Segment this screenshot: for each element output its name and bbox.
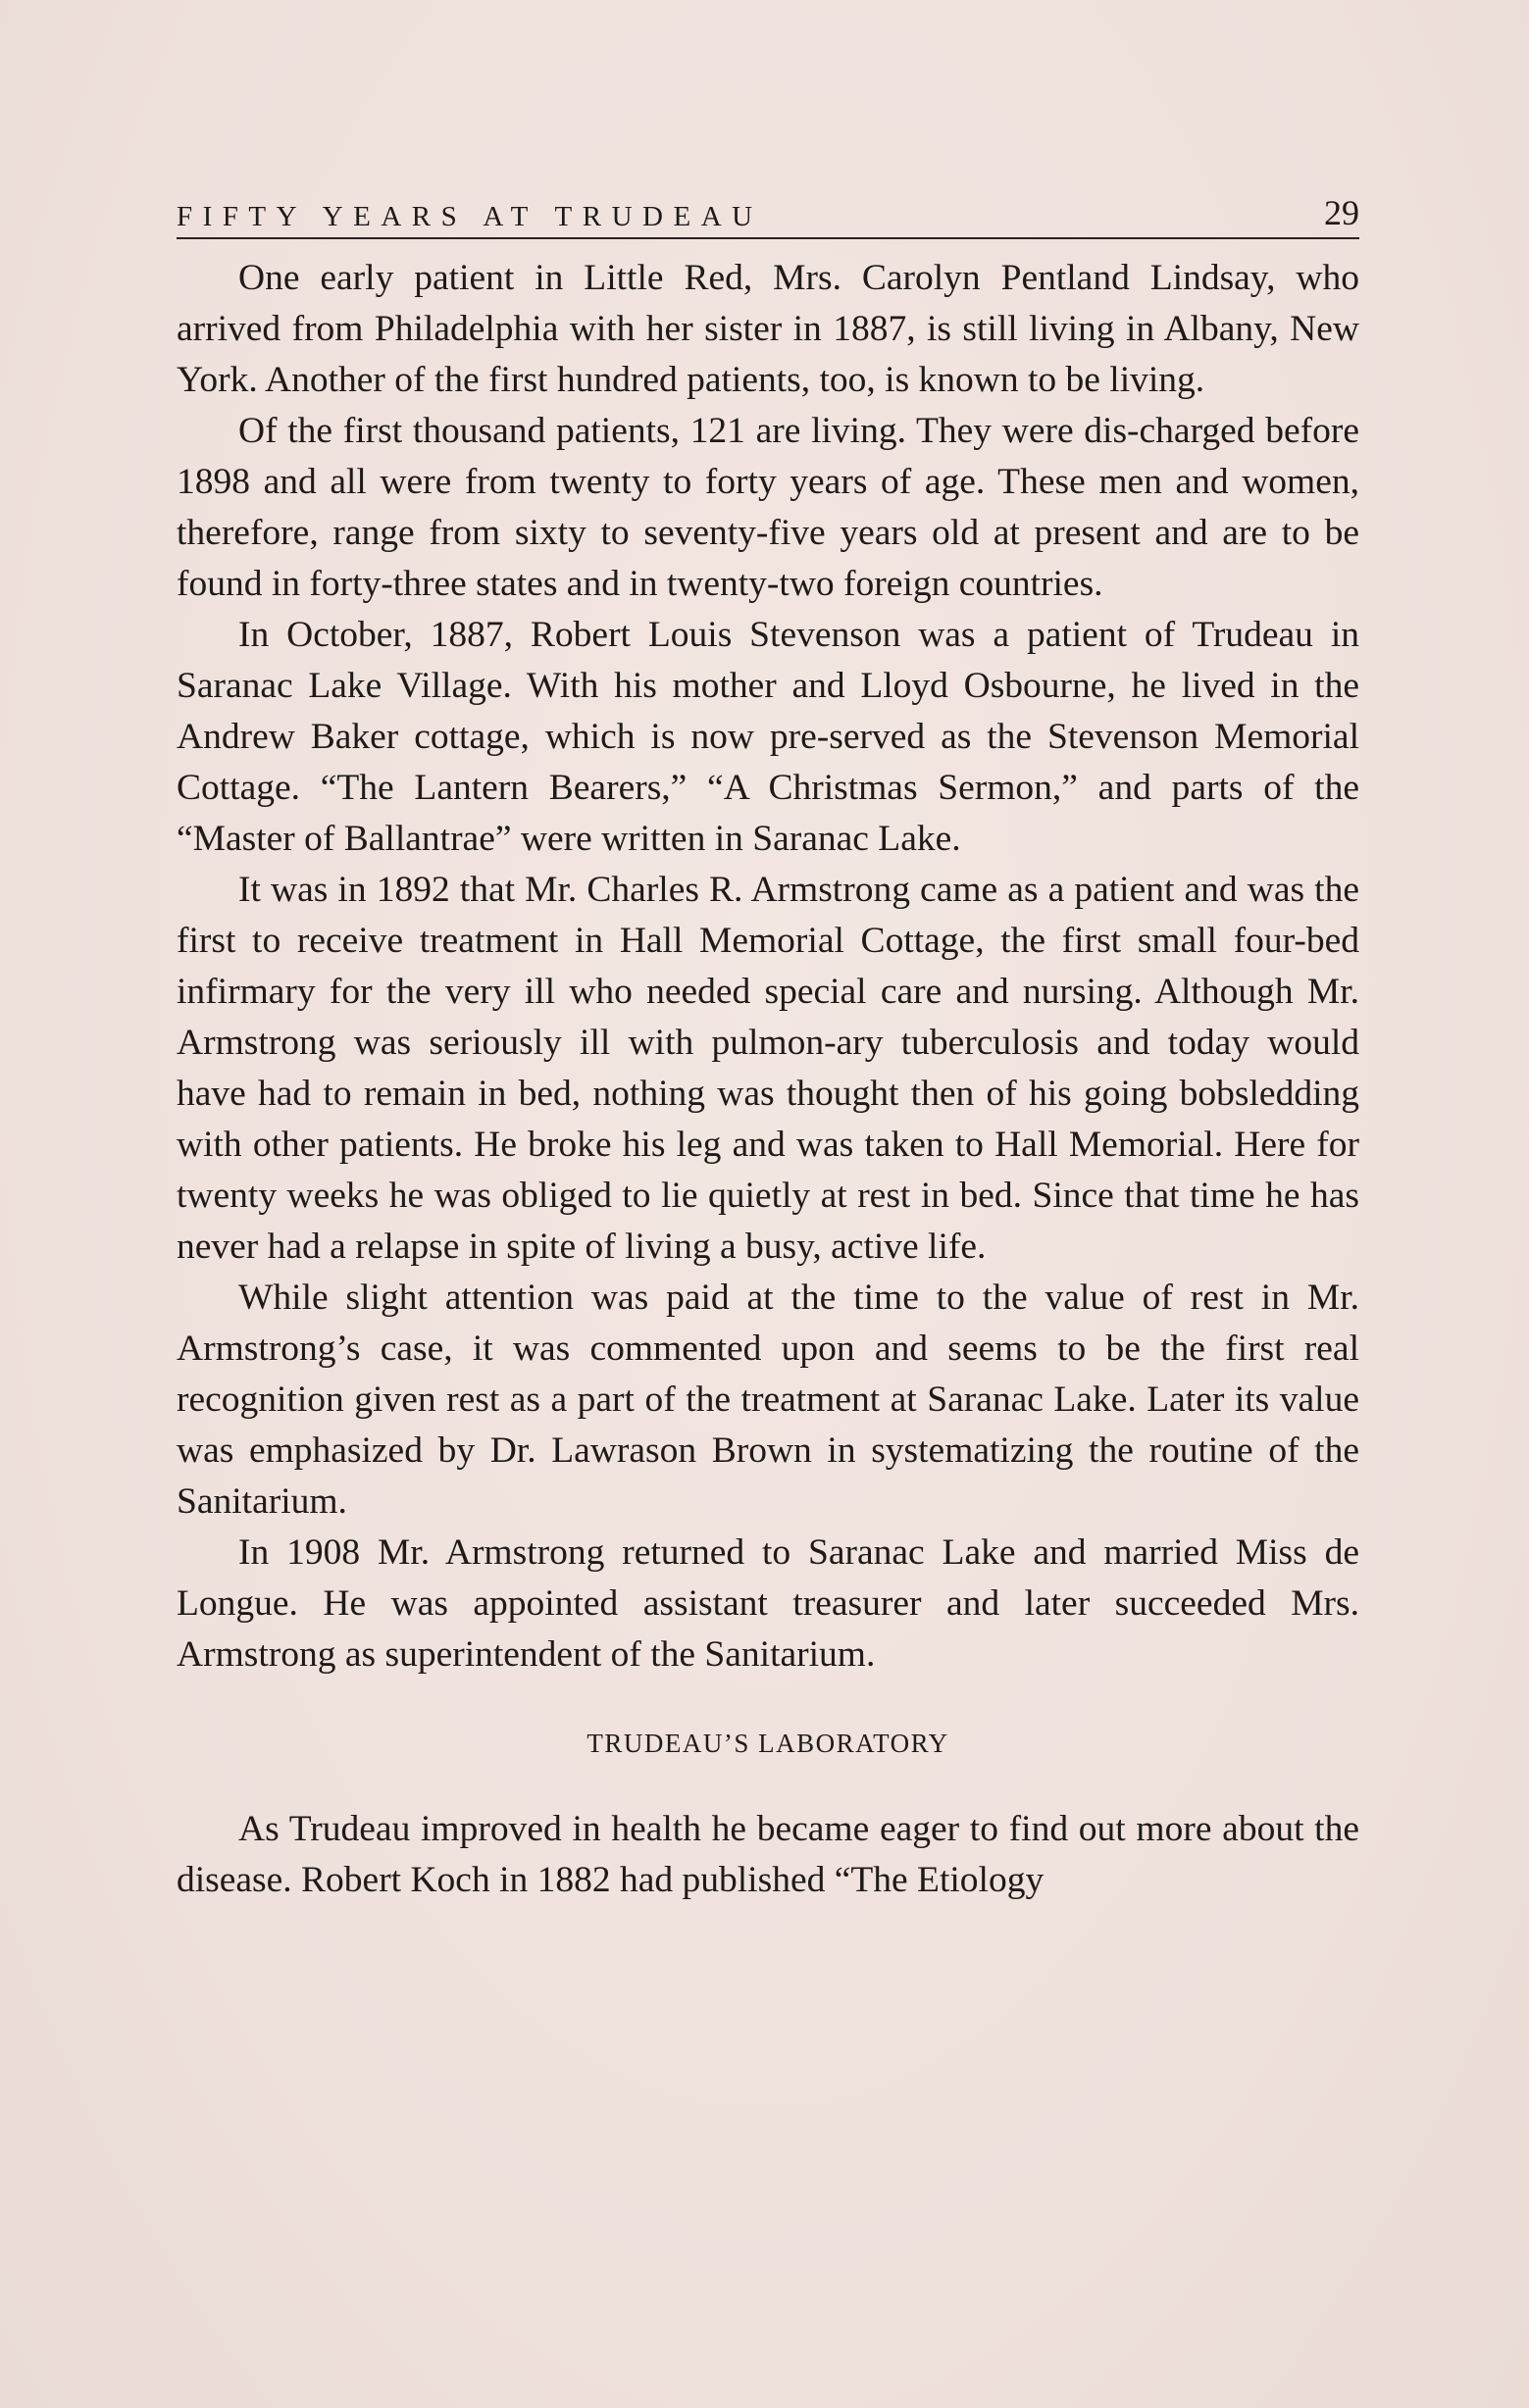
body-text (177, 253, 1359, 1906)
page-header (177, 192, 1359, 239)
paragraph: It was in 1892 that Mr. Charles R. Armstrong came as a patient and was the first to receive treatment in Hall Memorial Cottage, the first small four-bed infirmary for the very ill who needed special care and nursing. Although Mr. Armstrong was seriously ill with pulmon-ary tuberculosis and today would have had to remain in bed, nothing was thought then of his going bobsledding with other patients. He broke his leg and was taken to Hall Memorial. Here for twenty weeks he was obliged to lie quietly at rest in bed. Since that time he has never had a relapse in spite of living a busy, active life. (177, 870, 1359, 1267)
paragraph: While slight attention was paid at the time to the value of rest in Mr. Armstrong’s case, it was commented upon and seems to be the first real recognition given rest as a part of the treatment at Saranac Lake. Later its value was emphasized by Dr. Lawrason Brown in systematizing the routine of the Sanitarium. (177, 1278, 1359, 1522)
paragraph: As Trudeau improved in health he became eager to find out more about the disease. Robert Koch in 1882 had published “The Etiology (177, 1809, 1359, 1900)
paragraph: In October, 1887, Robert Louis Stevenson was a patient of Trudeau in Saranac Lake Village. With his mother and Lloyd Osbourne, he lived in the Andrew Baker cottage, which is now pre-served as the Stevenson Memorial Cottage. “The Lantern Bearers,” “A Christmas Sermon,” and parts of the “Master of Ballantrae” were written in Saranac Lake. (177, 615, 1359, 859)
page-number: 29 (1324, 193, 1359, 232)
paragraph: One early patient in Little Red, Mrs. Carolyn Pentland Lindsay, who arrived from Philadelphia with her sister in 1887, is still living in Albany, New York. Another of the first hundred patients, too, is known to be living. (177, 258, 1359, 400)
running-head: FIFTY YEARS AT TRUDEAU (177, 201, 763, 232)
paragraph: In 1908 Mr. Armstrong returned to Saranac Lake and married Miss de Longue. He was appointed assistant treasurer and later succeeded Mrs. Armstrong as superintendent of the Sanitarium. (177, 1532, 1359, 1675)
paragraph: Of the first thousand patients, 121 are living. They were dis-charged before 1898 and all were from twenty to forty years of age. These men and women, therefore, range from sixty to seventy-five years old at present and are to be found in forty-three states and in twenty-two foreign countries. (177, 411, 1359, 604)
section-heading: TRUDEAU’S LABORATORY (586, 1729, 949, 1758)
